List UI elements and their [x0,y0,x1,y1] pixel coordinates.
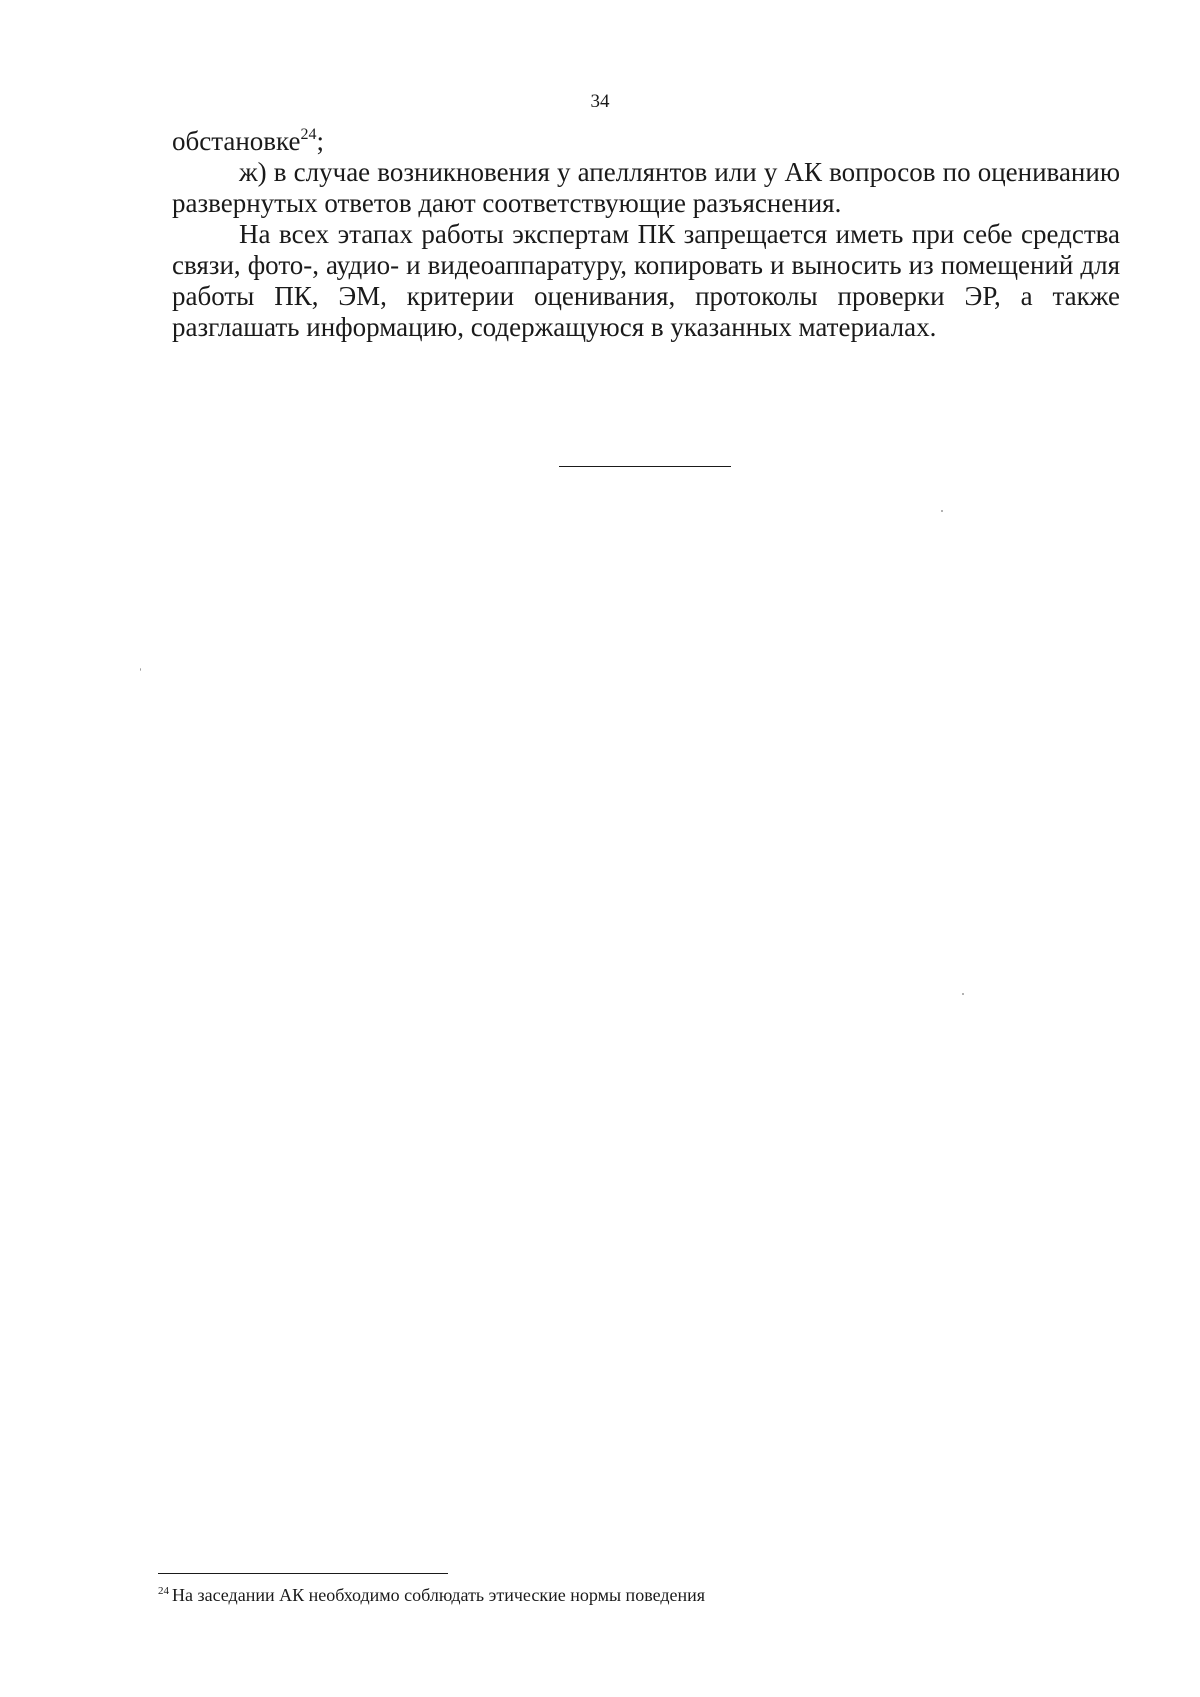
footnote-reference: 24 [300,126,317,143]
footnote-separator [158,1573,448,1574]
footnote [158,1584,705,1606]
scan-speck [140,668,141,671]
paragraph-item-zh: ж) в случае возникновения у апеллянтов или у АК вопросов по оцениванию развернутых ответов дают соответствующие разъяснения. [172,157,1120,218]
footnote-marker: 24 [158,1585,169,1597]
page-number: 34 [590,91,610,112]
scan-speck [941,510,943,512]
paragraph-continuation [172,126,1120,157]
paragraph-continuation-tail: ; [316,126,324,156]
body-text [172,126,1120,343]
scan-speck [962,993,964,995]
paragraph-continuation-text: обстановке [172,126,301,156]
end-of-text-rule [559,466,731,467]
footnote-text: На заседании АК необходимо соблюдать этические нормы поведения [172,1585,706,1605]
paragraph-prohibitions: На всех этапах работы экспертам ПК запрещается иметь при себе средства связи, фото-, аудио- и видеоаппаратуру, копировать и выносить из помещений для работы ПК, ЭМ, критерии оценивания, протоколы проверки ЭР, а также разглашать информацию, содержащуюся в указанных материалах. [172,219,1120,342]
